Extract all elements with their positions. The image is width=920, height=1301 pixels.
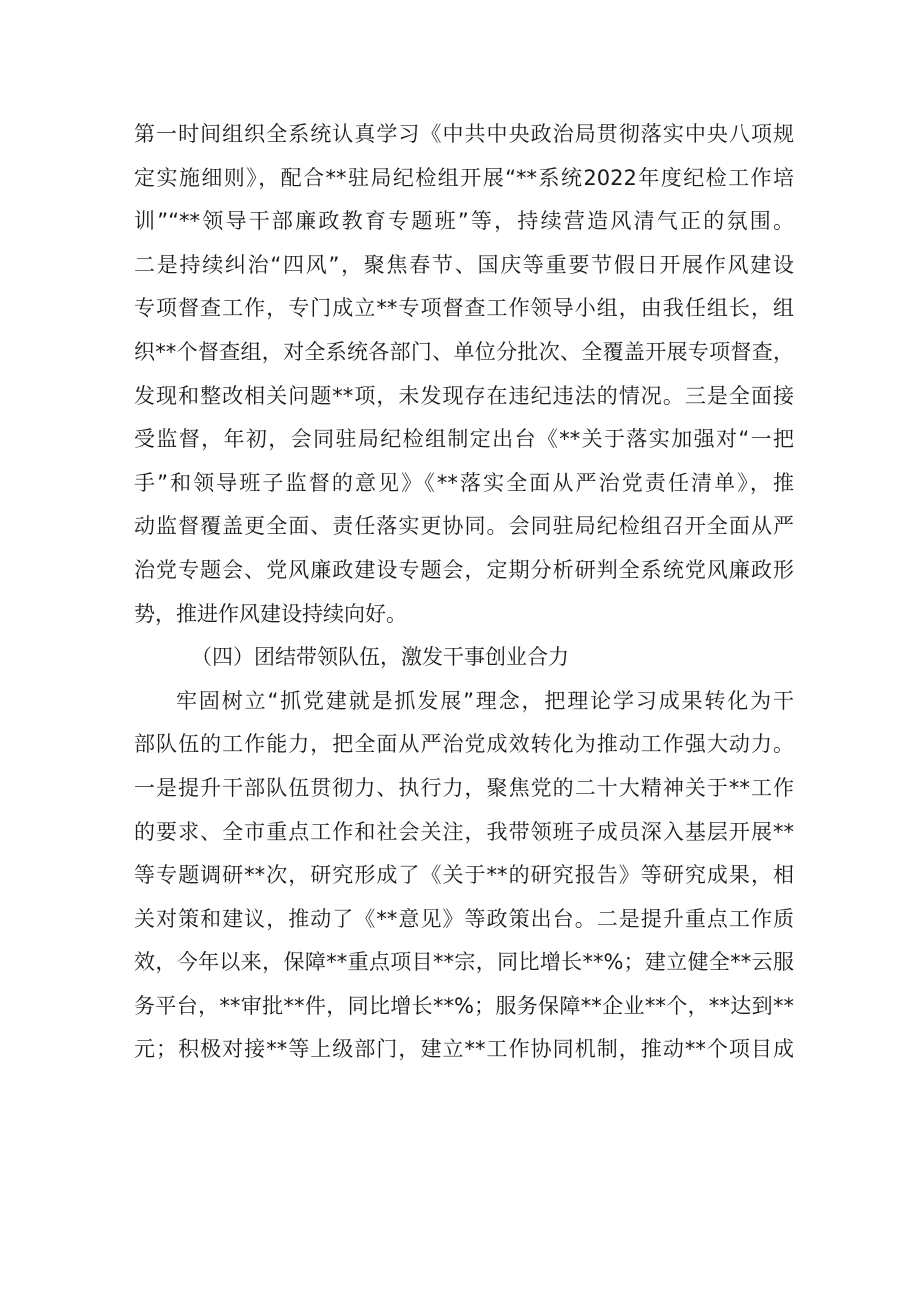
text-line: 第一时间组织全系统认真学习《中共中央政治局贯彻落实中央八项规 xyxy=(134,122,794,146)
text-line: 手”和领导班子监督的意见》《**落实全面从严治党责任清单》，推 xyxy=(134,470,794,495)
text-line: 效，今年以来，保障**重点项目**宗，同比增长**%；建立健全**云服 xyxy=(134,950,794,975)
text-line: 势，推进作风建设持续向好。 xyxy=(134,601,407,626)
text-line: 务平台，**审批**件，同比增长**%；服务保障**企业**个，**达到** xyxy=(134,993,794,1018)
text-line: 训”“**领导干部廉政教育专题班”等，持续营造风清气正的氛围。 xyxy=(134,209,794,234)
section-heading: （四）团结带领队伍，激发干事创业合力 xyxy=(191,645,569,670)
text-line: 治党专题会、党风廉政建设专题会，定期分析研判全系统党风廉政形 xyxy=(134,557,794,582)
text-line: 受监督，年初，会同驻局纪检组制定出台《**关于落实加强对“一把 xyxy=(134,427,794,452)
text-line: 二是持续纠治“四风”，聚焦春节、国庆等重要节假日开展作风建设 xyxy=(134,252,794,277)
text-line: 一是提升干部队伍贯彻力、执行力，聚焦党的二十大精神关于**工作 xyxy=(134,775,794,800)
text-line: 专项督查工作，专门成立**专项督查工作领导小组，由我任组长，组 xyxy=(134,296,794,321)
text-line: 定实施细则》，配合**驻局纪检组开展“**系统2022年度纪检工作培 xyxy=(134,165,794,190)
text-line: 关对策和建议，推动了《**意见》等政策出台。二是提升重点工作质 xyxy=(134,906,794,931)
text-line: 的要求、全市重点工作和社会关注，我带领班子成员深入基层开展** xyxy=(134,819,794,844)
text-line: 元；积极对接**等上级部门，建立**工作协同机制，推动**个项目成 xyxy=(134,1037,794,1062)
document-body xyxy=(134,113,794,1072)
paragraph-first-line: 牢固树立“抓党建就是抓发展”理念，把理论学习成果转化为干 xyxy=(176,688,794,713)
text-line: 织**个督查组，对全系统各部门、单位分批次、全覆盖开展专项督查， xyxy=(134,339,794,364)
text-line: 等专题调研**次，研究形成了《关于**的研究报告》等研究成果，相 xyxy=(134,863,794,888)
text-line: 发现和整改相关问题**项，未发现存在违纪违法的情况。三是全面接 xyxy=(134,383,794,408)
text-line: 部队伍的工作能力，把全面从严治党成效转化为推动工作强大动力。 xyxy=(134,732,794,757)
text-line: 动监督覆盖更全面、责任落实更协同。会同驻局纪检组召开全面从严 xyxy=(134,514,794,539)
